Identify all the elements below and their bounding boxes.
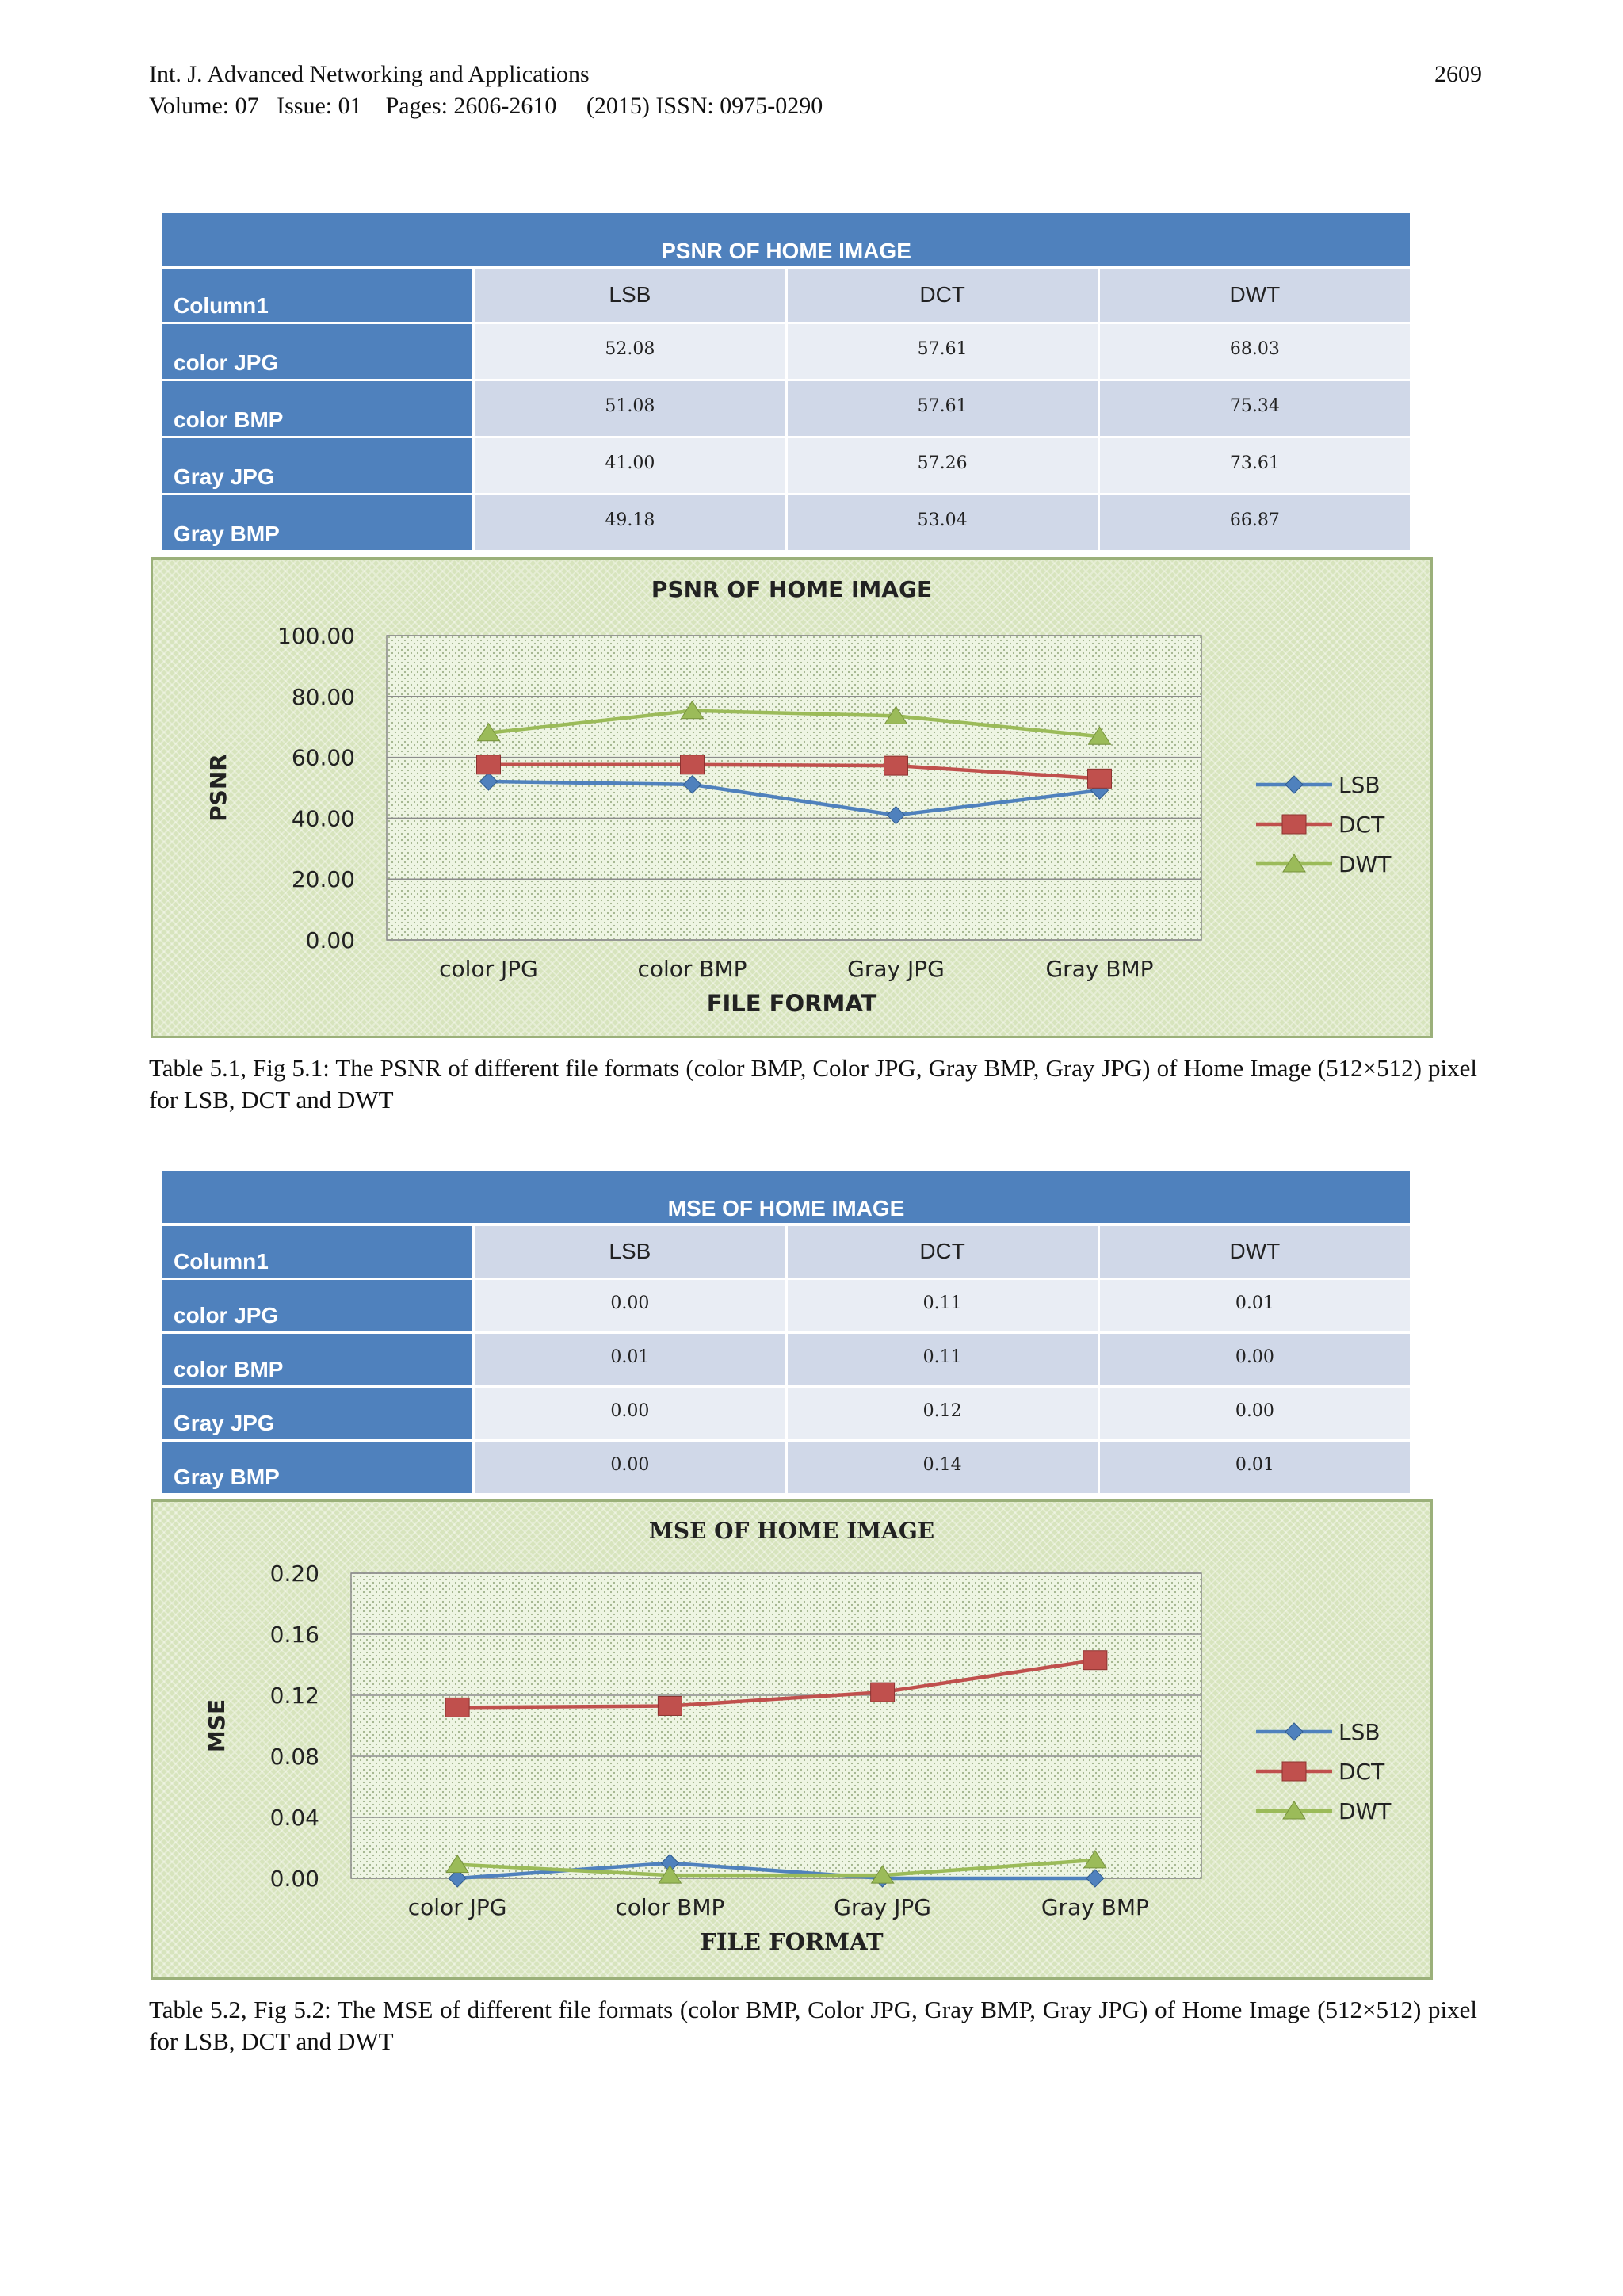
table-row (162, 437, 1411, 494)
table-cell: 41.00 (474, 437, 786, 494)
legend-label: LSB (1338, 772, 1381, 798)
table-cell: 0.00 (474, 1278, 786, 1332)
table-row (162, 494, 1411, 551)
y-tick-label: 0.00 (305, 927, 355, 953)
table-cell: 68.03 (1098, 323, 1411, 380)
row-label: color JPG (162, 323, 474, 380)
data-point (658, 1696, 682, 1715)
x-tick-label: color BMP (615, 1894, 725, 1920)
table-cell: 52.08 (474, 323, 786, 380)
table-cell: 57.61 (786, 380, 1098, 437)
caption-fig-5-1: Table 5.1, Fig 5.1: The PSNR of different file formats (color BMP, Color JPG, Gray BMP, Gray JPG) of Home Image (512×512) pixel for LSB, DCT and DWT (149, 1054, 1477, 1114)
legend-item-dct (1256, 812, 1385, 838)
legend-marker (1282, 1762, 1306, 1781)
table-cell: 0.11 (786, 1278, 1098, 1332)
row-label: Gray BMP (162, 1440, 474, 1494)
legend-marker (1282, 815, 1306, 834)
y-tick-label: 0.16 (269, 1622, 319, 1648)
legend-label: DCT (1338, 1759, 1385, 1785)
y-axis-label: MSE (204, 1698, 230, 1753)
x-tick-label: Gray BMP (1041, 1894, 1149, 1920)
x-tick-label: color BMP (637, 956, 747, 982)
psnr-chart-svg (153, 560, 1430, 1036)
table-cell: 0.00 (1098, 1386, 1411, 1440)
data-point (871, 1683, 895, 1702)
row-label: Gray BMP (162, 494, 474, 551)
data-point (477, 755, 501, 774)
legend-label: DWT (1338, 1798, 1392, 1824)
x-tick-label: color JPG (407, 1894, 507, 1920)
table-cell: 0.11 (786, 1332, 1098, 1386)
x-tick-label: Gray JPG (847, 956, 945, 982)
table-cell: 0.00 (474, 1440, 786, 1494)
y-tick-label: 40.00 (291, 805, 355, 832)
row-label: color JPG (162, 1278, 474, 1332)
table-cell: 0.01 (1098, 1278, 1411, 1332)
psnr-chart (151, 557, 1433, 1038)
journal-name: Int. J. Advanced Networking and Applications (149, 61, 590, 87)
legend-item-dct (1256, 1759, 1385, 1785)
legend-label: DCT (1338, 812, 1385, 838)
row-label: color BMP (162, 380, 474, 437)
row-label: Gray JPG (162, 1386, 474, 1440)
table-cell: 0.01 (1098, 1440, 1411, 1494)
table-row (162, 1278, 1411, 1332)
legend-item-lsb (1256, 772, 1381, 798)
table-cell: 66.87 (1098, 494, 1411, 551)
legend-label: LSB (1338, 1719, 1381, 1745)
y-tick-label: 0.04 (269, 1805, 319, 1831)
table-cell: 57.26 (786, 437, 1098, 494)
mse-table (160, 1168, 1412, 1496)
table-title: PSNR OF HOME IMAGE (162, 212, 1411, 268)
y-axis-label: PSNR (205, 754, 231, 822)
psnr-table (160, 211, 1412, 552)
y-tick-label: 0.12 (269, 1683, 319, 1709)
column-header-dct: DCT (786, 267, 1098, 323)
table-cell: 0.14 (786, 1440, 1098, 1494)
running-header (149, 59, 823, 122)
y-tick-label: 80.00 (291, 683, 355, 710)
data-point (884, 756, 908, 775)
table-cell: 49.18 (474, 494, 786, 551)
column-header-lsb: LSB (474, 267, 786, 323)
table-row (162, 1386, 1411, 1440)
chart-title: MSE OF HOME IMAGE (648, 1518, 935, 1544)
plot-area (351, 1573, 1201, 1878)
table-title: MSE OF HOME IMAGE (162, 1170, 1411, 1225)
legend-marker (1285, 776, 1303, 793)
y-tick-label: 60.00 (291, 744, 355, 771)
column-header-col1: Column1 (162, 267, 474, 323)
column-header-dwt: DWT (1098, 267, 1411, 323)
column-header-dwt: DWT (1098, 1224, 1411, 1278)
mse-chart-svg (153, 1502, 1430, 1977)
table-cell: 75.34 (1098, 380, 1411, 437)
column-header-dct: DCT (786, 1224, 1098, 1278)
legend-item-dwt (1256, 1798, 1392, 1824)
row-label: Gray JPG (162, 437, 474, 494)
y-tick-label: 100.00 (277, 623, 355, 649)
y-tick-label: 0.20 (269, 1561, 319, 1587)
table-row (162, 1440, 1411, 1494)
data-point (681, 755, 705, 774)
legend-item-lsb (1256, 1719, 1381, 1745)
y-tick-label: 20.00 (291, 866, 355, 893)
table-row (162, 380, 1411, 437)
table-cell: 57.61 (786, 323, 1098, 380)
caption-fig-5-2: Table 5.2, Fig 5.2: The MSE of different file formats (color BMP, Color JPG, Gray BMP, Gray JPG) of Home Image (512×512) pixel for LSB, DCT and DWT (149, 1996, 1477, 2055)
y-tick-label: 0.08 (269, 1744, 319, 1770)
legend-marker (1285, 1723, 1303, 1740)
data-point (1083, 1651, 1107, 1670)
x-tick-label: color JPG (439, 956, 538, 982)
x-tick-label: Gray BMP (1045, 956, 1154, 982)
plot-area (387, 636, 1201, 940)
data-point (445, 1698, 469, 1717)
column-header-lsb: LSB (474, 1224, 786, 1278)
legend-item-dwt (1256, 851, 1392, 877)
x-axis-label: FILE FORMAT (700, 1928, 884, 1955)
table-cell: 51.08 (474, 380, 786, 437)
x-tick-label: Gray JPG (834, 1894, 931, 1920)
page-number: 2609 (1434, 61, 1482, 87)
legend-label: DWT (1338, 851, 1392, 877)
volume-line: Volume: 07 Issue: 01 Pages: 2606-2610 (2015) ISSN: 0975-0290 (149, 93, 823, 119)
table-row (162, 1332, 1411, 1386)
y-tick-label: 0.00 (269, 1866, 319, 1892)
table-cell: 0.01 (474, 1332, 786, 1386)
table-cell: 0.00 (474, 1386, 786, 1440)
table-cell: 0.12 (786, 1386, 1098, 1440)
table-row (162, 323, 1411, 380)
table-cell: 0.00 (1098, 1332, 1411, 1386)
chart-title: PSNR OF HOME IMAGE (651, 576, 933, 602)
table-cell: 53.04 (786, 494, 1098, 551)
column-header-col1: Column1 (162, 1224, 474, 1278)
data-point (1088, 769, 1112, 788)
table-cell: 73.61 (1098, 437, 1411, 494)
row-label: color BMP (162, 1332, 474, 1386)
x-axis-label: FILE FORMAT (706, 990, 877, 1017)
mse-chart (151, 1499, 1433, 1980)
